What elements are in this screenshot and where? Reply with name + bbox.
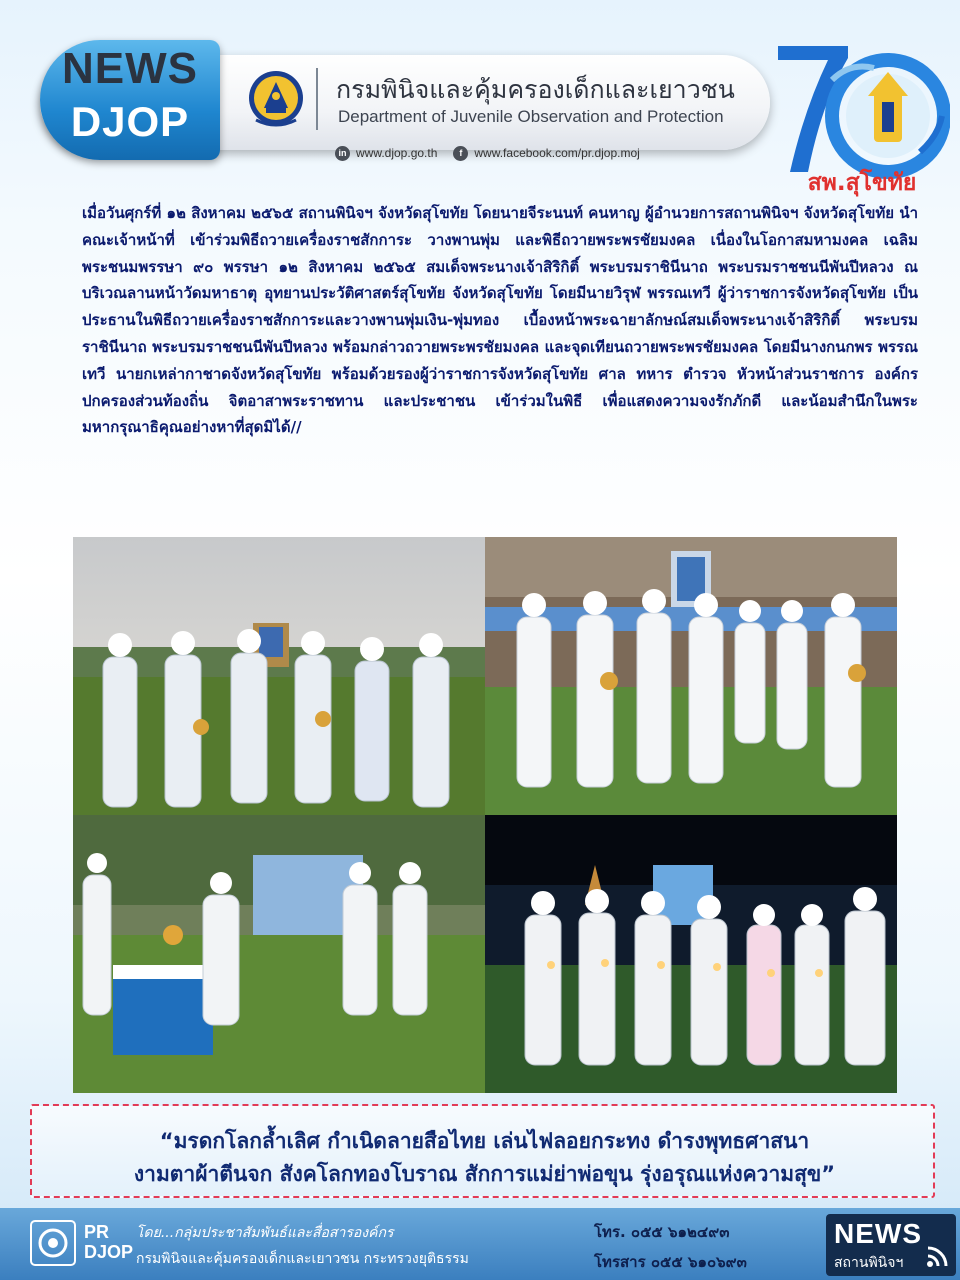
photo-offering-table — [73, 815, 485, 1093]
slogan-line-1: “มรดกโลกล้ำเลิศ กำเนิดลายสือไทย เล่นไฟลอยกระทง ดำรงพุทธศาสนา — [159, 1129, 810, 1153]
emblem-icon — [248, 68, 304, 130]
wifi-icon — [924, 1244, 950, 1270]
news-corner-subtitle: สถานพินิจฯ — [834, 1255, 904, 1271]
pr-djop-label — [84, 1222, 133, 1262]
header-divider — [316, 68, 318, 130]
pr-label: PR — [84, 1222, 110, 1242]
linkedin-icon: in — [335, 146, 350, 161]
website-link[interactable]: www.djop.go.th — [356, 146, 438, 160]
slogan-line-2: งามตาผ้าตีนจก สังคโลกทองโบราณ สักการแม่ย่าพ่อขุน รุ่งอรุณแห่งความสุข” — [133, 1162, 836, 1186]
footer — [0, 1208, 960, 1280]
pr-camera-icon — [30, 1220, 76, 1266]
djop-label: DJOP — [70, 98, 190, 145]
facebook-icon: f — [453, 146, 468, 161]
header — [0, 0, 960, 196]
djop-footer-label: DJOP — [84, 1242, 134, 1262]
footer-fax: โทรสาร ๐๕๕ ๖๑๐๖๙๓ — [594, 1253, 747, 1271]
photo-candle-lighting — [485, 815, 897, 1093]
photo-ceremony-group-1 — [73, 537, 485, 815]
news-label: NEWS — [62, 44, 198, 93]
news-corner-badge — [826, 1214, 956, 1276]
slogan-box — [30, 1104, 935, 1198]
news-djop-badge — [40, 40, 220, 160]
photo-ceremony-group-2 — [485, 537, 897, 815]
footer-org-line: กรมพินิจและคุ้มครองเด็กและเยาวชน กระทรวงยุติธรรม — [136, 1251, 469, 1267]
department-name-thai: กรมพินิจและคุ้มครองเด็กและเยาวชน — [336, 75, 735, 104]
contact-row — [335, 143, 640, 163]
department-name-english: Department of Juvenile Observation and Protection — [338, 107, 724, 126]
footer-telephone: โทร. ๐๕๕ ๖๑๒๔๙๓ — [594, 1223, 730, 1241]
facebook-link[interactable]: www.facebook.com/pr.djop.moj — [474, 146, 640, 160]
footer-by-line: โดย...กลุ่มประชาสัมพันธ์และสื่อสารองค์กร — [136, 1225, 394, 1241]
news-corner-title: NEWS — [834, 1218, 922, 1249]
article-body: เมื่อวันศุกร์ที่ ๑๒ สิงหาคม ๒๕๖๕ สถานพินิจฯ จังหวัดสุโขทัย โดยนายจีระนนท์ คนหาญ ผู้อำนวยการสถานพินิจฯ จังหวัดสุโขทัย นำคณะเจ้าหน้าที่ เข้าร่วมพิธีถวายเครื่องราชสักการะ วางพานพุ่ม และพิธีถวายพระพรชัยมงคล เนื่องในโอกาสมหามงคล เฉลิมพระชนมพรรษา ๙๐ พรรษา ๑๒ สิงหาคม ๒๕๖๕ สมเด็จพระนางเจ้าสิริกิติ์ พระบรมราชินีนาถ พระบรมราชชนนีพันปีหลวง ณ บริเวณลานหน้าวัดมหาธาตุ อุทยานประวัติศาสตร์สุโขทัย จังหวัดสุโขทัย โดยมีนายวิรุฬ พรรณเทวี ผู้ว่าราชการจังหวัดสุโขทัย เป็นประธานในพิธีถวายเครื่องราชสักการะและวางพานพุ่มเงิน-พุ่มทอง เบื้องหน้าพระฉายาลักษณ์สมเด็จพระนางเจ้าสิริกิติ์ พระบรมราชินีนาถ พระบรมราชชนนีพันปีหลวง พร้อมกล่าวถวายพระพรชัยมงคล และจุดเทียนถวายพระพรชัยมงคล โดยมีนางกนกพร พรรณเทวี นายกเหล่ากาชาดจังหวัดสุโขทัย พร้อมด้วยรองผู้ว่าราชการจังหวัดสุโขทัย ศาล ทหาร ตำรวจ หัวหน้าส่วนราชการ องค์กรปกครองส่วนท้องถิ่น จิตอาสาพระราชทาน และประชาชน เข้าร่วมในพิธี เพื่อแสดงความจงรักภักดี และน้อมสำนึกในพระมหากรุณาธิคุณอย่างหาที่สุดมิได้// — [82, 204, 918, 437]
office-label: สพ.สุโขทัย — [807, 170, 917, 196]
